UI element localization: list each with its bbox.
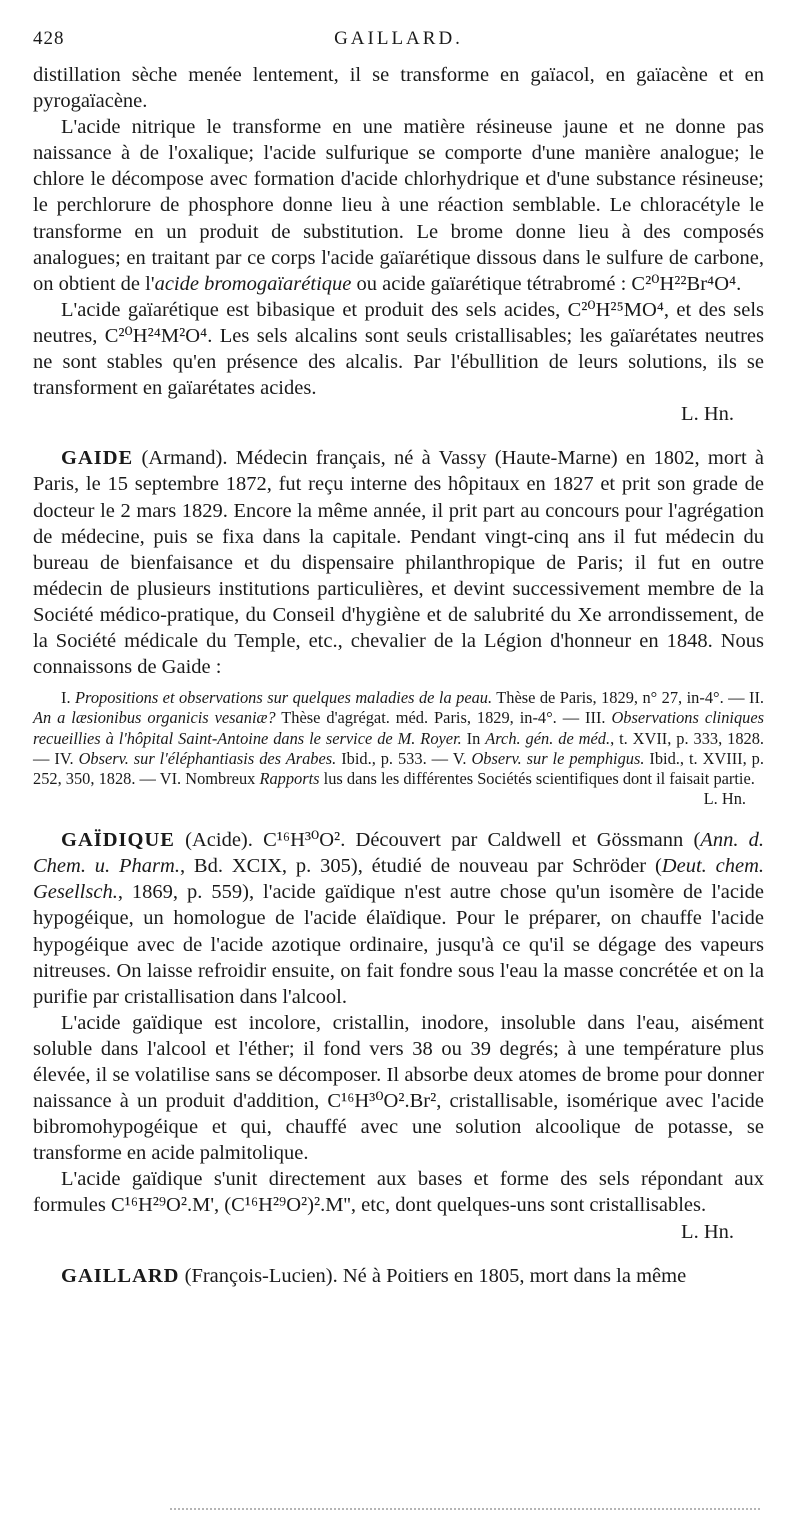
bib-3-in: In (461, 728, 486, 748)
gaidique-signature: L. Hn. (681, 1220, 734, 1243)
gaidique-p3-text: L'acide gaïdique s'unit directement aux bases et forme des sels répondant aux formules C¹⁶H²⁹O².M', (C¹⁶H²⁹O²)².M'', etc, dont quelques-uns sont cristallisables. (33, 1168, 764, 1217)
gaidique-entry (33, 827, 764, 1010)
bib-6-details: lus dans les différentes Sociétés scientifiques dont il faisait partie. (319, 768, 755, 788)
bib-5-number: V. (452, 748, 472, 768)
gaiaretique-signature: L. Hn. (681, 403, 734, 426)
bib-5-title: Observ. sur le pemphigus. (471, 748, 645, 768)
gaillard-given-name: (François-Lucien). (184, 1264, 338, 1287)
gaiaretique-p2-text-b: ou acide gaïarétique tétrabromé : C²⁰H²²Br⁴O⁴. (351, 272, 742, 295)
gaidique-journal-1: Ann. d. Chem. u. Pharm. (33, 829, 765, 878)
bib-1-title: Propositions et observations sur quelques maladies de la peau. (75, 688, 493, 708)
gaidique-p1-text-a: C¹⁶H³⁰O². Découvert par Caldwell et Gössmann ( (263, 829, 701, 852)
bib-1-details: Thèse de Paris, 1829, n° 27, in-4°. — (492, 688, 749, 708)
page-number: 428 (33, 28, 65, 49)
gaidique-signature-line (33, 1219, 764, 1245)
bib-2-title: An a læsionibus organicis vesaniæ? (33, 708, 276, 728)
gaiaretique-p2-term: acide bromogaïarétique (154, 272, 352, 295)
gaide-bibliography (33, 688, 764, 789)
gaide-text: Médecin français, né à Vassy (Haute-Marne) en 1802, mort à Paris, le 15 septembre 1872, fut reçu interne des hôpitaux en 1827 et prit son grade de docteur le 2 mars 1829. Encore la même année, il prit part au concours pour l'agrégation de médecine, puis se fixa dans la capitale. Pendant vingt-cinq ans il fut médecin du bureau de bienfaisance et du dispensaire philanthropique de Paris; il fut en outre médecin de plusieurs institutions particulières, et devint successivement membre de la Société médico-pratique, du Conseil d'hygiène et de salubrité du Xe arrondissement, de la Société médicale du Temple, etc., chevalier de la Légion d'honneur en 1848. Nous connaissons de Gaide : (33, 447, 765, 679)
gaide-signature-line (33, 789, 764, 809)
bib-6-number: VI. (159, 768, 186, 788)
bib-4-details: Ibid., p. 533. — (336, 748, 453, 768)
gaiaretique-p3-text: L'acide gaïarétique est bibasique et produit des sels acides, C²⁰H²⁵MO⁴, et des sels neutres, C²⁰H²⁴M²O⁴. Les sels alcalins sont seuls cristallisables; les gaïarétates neutres ne sont stables qu'en présence des alcalis. Par l'ébullition de leurs solutions, ils se transforment en gaïarétates acides. (33, 298, 764, 400)
bib-4-title: Observ. sur l'éléphantiasis des Arabes. (78, 748, 337, 768)
bib-3-title: Observations cliniques recueillies à l'hôpital Saint-Antoine dans le service de M. Royer. (33, 708, 765, 748)
gaillard-text: Né à Poitiers en 1805, mort dans la même (342, 1264, 687, 1287)
gaidique-paragraph-2 (33, 1010, 764, 1167)
bib-1-number: I. (61, 688, 76, 708)
gaide-headword: GAIDE (61, 447, 134, 470)
gaide-entry (33, 445, 764, 680)
page-header (33, 28, 764, 62)
gaiaretique-paragraph-1: distillation sèche menée lentement, il se transforme en gaïacol, en gaïacène et en pyrogaïacène. (33, 64, 764, 113)
gaillard-headword: GAILLARD (61, 1264, 180, 1287)
gaiaretique-paragraph-2 (33, 114, 764, 297)
running-title: GAILLARD. (334, 28, 463, 49)
gaide-given-name: (Armand). (141, 447, 228, 470)
gaiaretique-signature-line (33, 401, 764, 427)
gaidique-p1-text-b: , Bd. XCIX, p. 305), étudié de nouveau par Schröder ( (179, 855, 662, 878)
bib-6-title: Rapports (259, 768, 320, 788)
bib-2-details: Thèse d'agrégat. méd. Paris, 1829, in-4°. — (275, 708, 586, 728)
gaide-signature: L. Hn. (703, 789, 746, 809)
bib-5-details: Ibid., t. XVIII, p. 252, 350, 1828. — (33, 748, 764, 788)
gaiaretique-paragraph-3 (33, 297, 764, 401)
bottom-scan-artifact (170, 1508, 760, 1510)
gaidique-journal-2: Deut. chem. Gesellsch. (33, 855, 764, 904)
bib-6-prefix: Nombreux (185, 768, 260, 788)
bib-2-number: II. (748, 688, 764, 708)
gaidique-p2-text: L'acide gaïdique est incolore, cristallin, inodore, insoluble dans l'eau, aisément soluble dans l'alcool et l'éther; il fond vers 38 ou 39 degrés; à une température plus élevée, il se volatilise sans se décomposer. Il absorbe deux atomes de brome pour donner naissance à un produit d'addition, C¹⁶H³⁰O².Br², cristallisable, isomérique avec l'acide bibromohypogéique et qui, chauffé avec une solution alcoolique de potasse, se transforme en acide palmitolique. (33, 1011, 764, 1165)
gaidique-label: (Acide). (185, 829, 253, 852)
gaidique-paragraph-3 (33, 1166, 764, 1218)
bib-3-journal: Arch. gén. de méd. (485, 728, 611, 748)
gaidique-headword: GAÏDIQUE (61, 829, 175, 852)
gaillard-entry (33, 1263, 764, 1289)
gaidique-p1-text-c: , 1869, p. 559), l'acide gaïdique n'est autre chose qu'un isomère de l'acide hypogéique, un homologue de l'acide élaïdique. Pour le préparer, on chauffe l'acide hypogéique avec de l'acide azotique ordinaire, jusqu'à ce qu'il se dégage des vapeurs nitreuses. On laisse refroidir ensuite, on fait fondre sous l'eau la masse concrétée et on la purifie par cristallisation dans l'alcool. (33, 881, 764, 1008)
gaiaretique-p2-text-a: L'acide nitrique le transforme en une matière résineuse jaune et ne donne pas naissance à de l'oxalique; l'acide sulfurique se comporte d'une manière analogue; le chlore le décompose avec formation d'acide chlorhydrique et d'une substance résineuse; le perchlorure de phosphore donne lieu à une réaction semblable. Le chloracétyle le transforme en un produit de substitution. Le brome donne lieu à des composés analogues; en traitant par ce corps l'acide gaïarétique dissous dans le sulfure de carbone, on obtient de l' (33, 116, 764, 295)
bib-3-details: , t. XVII, p. 333, 1828. — (33, 728, 765, 768)
bib-3-number: III. (585, 708, 612, 728)
bib-4-number: IV. (54, 748, 79, 768)
